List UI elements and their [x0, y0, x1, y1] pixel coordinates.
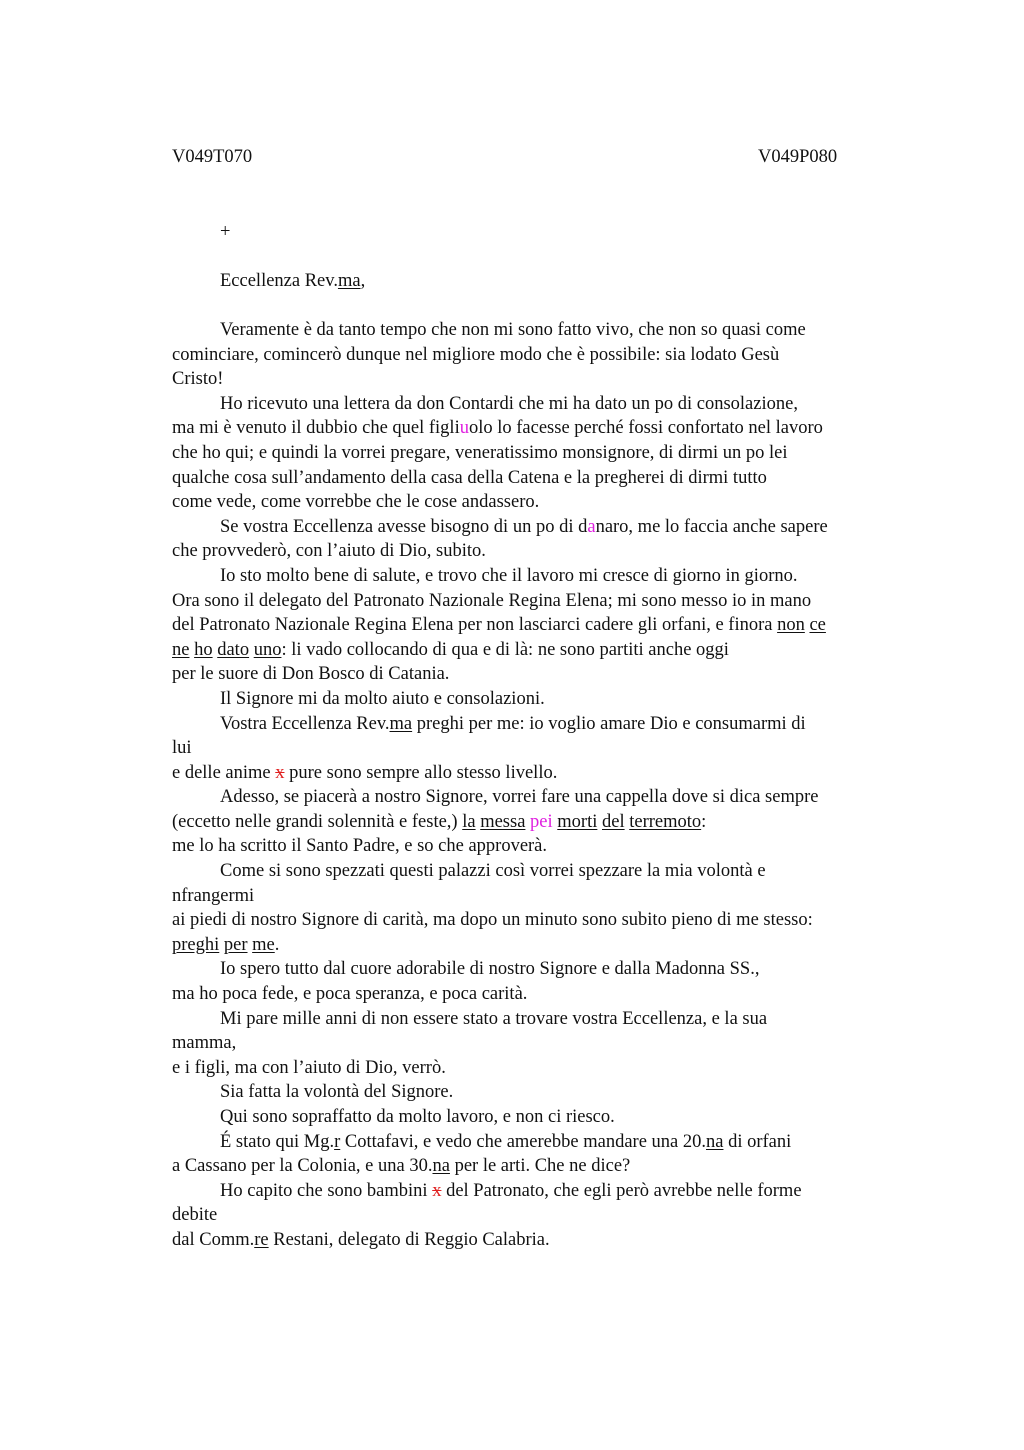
line-22: me lo ha scritto il Santo Padre, e so che approverà. [172, 836, 548, 857]
document-code-right: V049P080 [758, 147, 838, 167]
deletion-mark: x [275, 762, 285, 783]
line-29: Mi pare mille anni di non essere stato a trovare vostra Eccellenza, e la sua [220, 1008, 768, 1029]
line-24: nfrangermi [172, 885, 255, 906]
line-36: Ho capito che sono bambini x del Patronato, che egli però avrebbe nelle forme [220, 1180, 802, 1201]
line-37: debite [172, 1205, 218, 1226]
line-21: (eccetto nelle grandi solennità e feste,) la messa pei morti del terremoto: [172, 811, 707, 832]
line-4: Ho ricevuto una lettera da don Contardi che mi ha dato un po di consolazione, [220, 393, 798, 414]
line-34: É stato qui Mg.r Cottafavi, e vedo che amerebbe mandare una 20.na di orfani [220, 1131, 792, 1152]
line-28: ma ho poca fede, e poca speranza, e poca carità. [172, 984, 528, 1005]
cross-symbol: + [220, 222, 231, 242]
salutation: Eccellenza Rev.ma, [220, 271, 366, 291]
line-30: mamma, [172, 1033, 237, 1054]
insertion-mark: pei [530, 811, 553, 832]
line-14: ne ho dato uno: li vado collocando di qua e di là: ne sono partiti anche oggi [172, 639, 729, 660]
line-2: cominciare, comincerò dunque nel migliore modo che è possibile: sia lodato Gesù [172, 344, 780, 365]
line-5: ma mi è venuto il dubbio che quel figliuolo lo facesse perché fossi confortato nel lavoro [172, 418, 823, 439]
document-code-left: V049T070 [172, 147, 253, 167]
line-16: Il Signore mi da molto aiuto e consolazioni. [220, 688, 545, 709]
line-38: dal Comm.re Restani, delegato di Reggio Calabria. [172, 1229, 550, 1250]
line-19: e delle anime x pure sono sempre allo stesso livello. [172, 762, 558, 783]
letter-body [172, 318, 908, 1253]
line-33: Qui sono sopraffatto da molto lavoro, e non ci riesco. [220, 1107, 615, 1127]
line-3: Cristo! [172, 369, 224, 390]
line-31: e i figli, ma con l’aiuto di Dio, verrò. [172, 1057, 446, 1078]
line-25: ai piedi di nostro Signore di carità, ma dopo un minuto sono subito pieno di me stesso: [172, 910, 813, 931]
line-8: come vede, come vorrebbe che le cose andassero. [172, 492, 540, 513]
insertion-mark: u [459, 418, 469, 439]
line-12: Ora sono il delegato del Patronato Nazionale Regina Elena; mi sono messo io in mano [172, 590, 812, 611]
line-10: che provvederò, con l’aiuto di Dio, subito. [172, 541, 486, 562]
line-26: preghi per me. [172, 934, 280, 955]
line-9: Se vostra Eccellenza avesse bisogno di un po di danaro, me lo faccia anche sapere [220, 516, 828, 537]
line-7: qualche cosa sull’andamento della casa della Catena e la pregherei di dirmi tutto [172, 467, 767, 488]
line-27: Io spero tutto dal cuore adorabile di nostro Signore e dalla Madonna SS., [220, 959, 760, 980]
line-18: lui [172, 738, 192, 759]
line-1: Veramente è da tanto tempo che non mi sono fatto vivo, che non so quasi come [220, 320, 806, 340]
line-35: a Cassano per la Colonia, e una 30.na per le arti. Che ne dice? [172, 1156, 631, 1177]
line-20: Adesso, se piacerà a nostro Signore, vorrei fare una cappella dove si dica sempre [220, 787, 819, 808]
deletion-mark: x [432, 1180, 442, 1201]
line-11: Io sto molto bene di salute, e trovo che il lavoro mi cresce di giorno in giorno. [220, 565, 798, 586]
line-6: che ho qui; e quindi la vorrei pregare, veneratissimo monsignore, di dirmi un po lei [172, 442, 788, 463]
line-13: del Patronato Nazionale Regina Elena per non lasciarci cadere gli orfani, e finora non ce [172, 615, 826, 636]
line-32: Sia fatta la volontà del Signore. [220, 1082, 454, 1103]
line-15: per le suore di Don Bosco di Catania. [172, 664, 450, 685]
line-17: Vostra Eccellenza Rev.ma preghi per me: io voglio amare Dio e consumarmi di [220, 713, 806, 734]
line-23: Come si sono spezzati questi palazzi così vorrei spezzare la mia volontà e [220, 861, 766, 882]
insertion-mark: a [587, 516, 596, 537]
